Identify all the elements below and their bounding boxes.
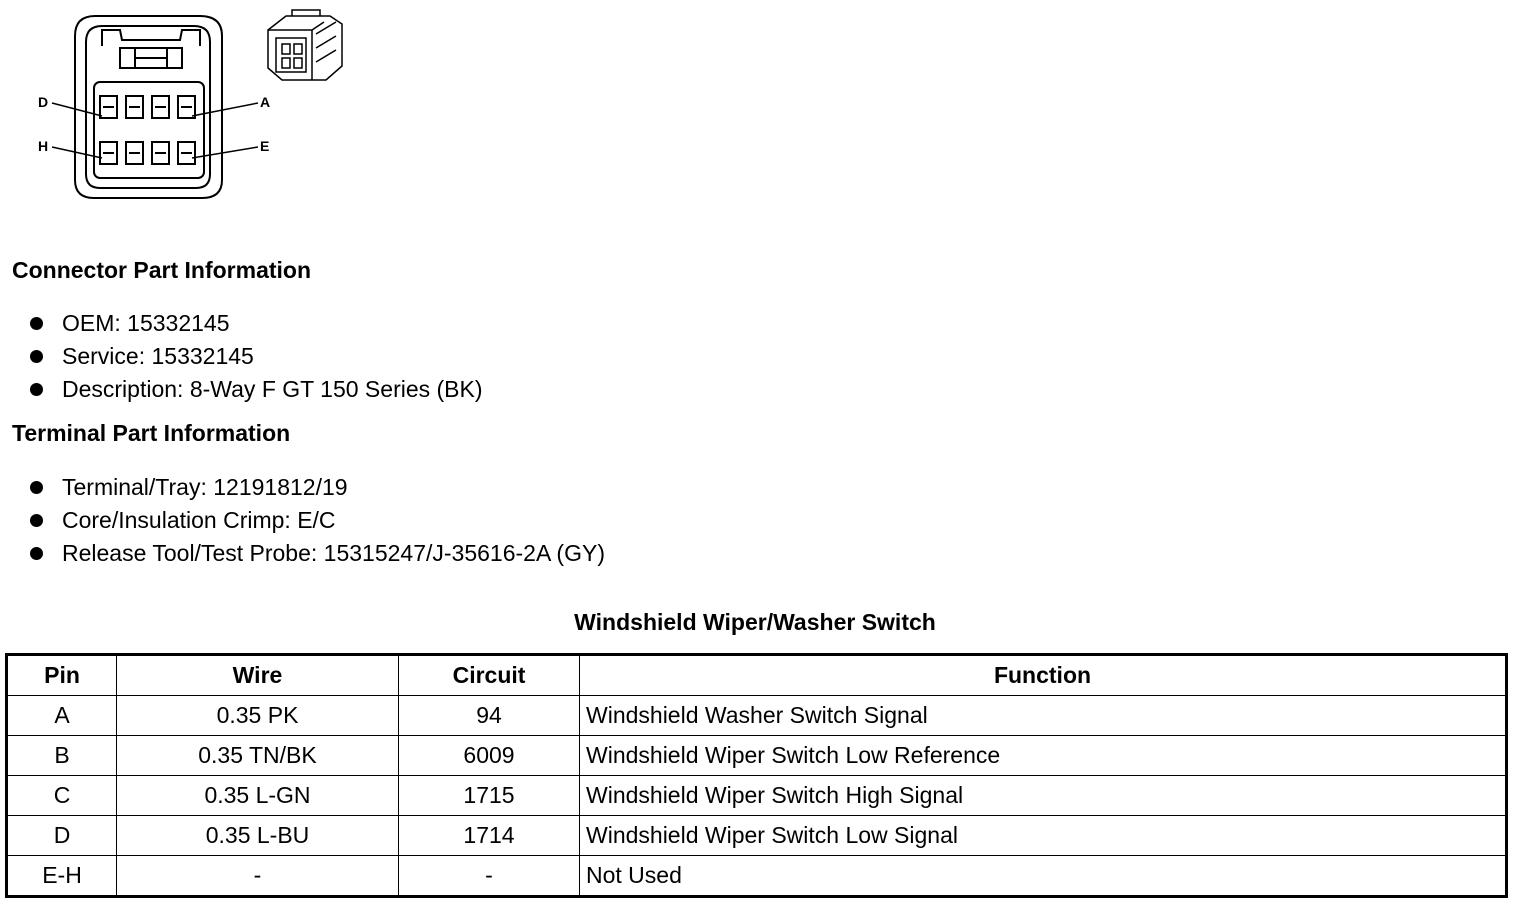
connector-info-heading: Connector Part Information bbox=[12, 257, 312, 283]
column-header-circuit: Circuit bbox=[399, 655, 580, 696]
bullet-icon bbox=[30, 383, 43, 396]
bullet-icon bbox=[30, 481, 43, 494]
bullet-icon bbox=[30, 514, 43, 527]
pin-cell: B bbox=[7, 736, 117, 776]
function-cell: Not Used bbox=[580, 856, 1507, 897]
pin-cell: E-H bbox=[7, 856, 117, 897]
pin-label-e: E bbox=[260, 138, 270, 154]
item-value: 12191812/19 bbox=[213, 474, 348, 500]
list-item bbox=[0, 471, 605, 504]
table-title: Windshield Wiper/Washer Switch bbox=[574, 609, 936, 635]
circuit-cell: 6009 bbox=[399, 736, 580, 776]
wire-cell: - bbox=[117, 856, 399, 897]
table-row bbox=[7, 856, 1507, 897]
list-item bbox=[0, 307, 483, 340]
list-item bbox=[0, 373, 483, 406]
column-header-wire: Wire bbox=[117, 655, 399, 696]
table-row bbox=[7, 696, 1507, 736]
item-value: 15332145 bbox=[151, 343, 254, 369]
pin-cell: C bbox=[7, 776, 117, 816]
wire-cell: 0.35 TN/BK bbox=[117, 736, 399, 776]
item-label: Description : bbox=[62, 376, 190, 402]
bullet-icon bbox=[30, 317, 43, 330]
circuit-cell: 1715 bbox=[399, 776, 580, 816]
pin-cell: A bbox=[7, 696, 117, 736]
function-cell: Windshield Wiper Switch Low Reference bbox=[580, 736, 1507, 776]
list-item bbox=[0, 537, 605, 570]
table-row bbox=[7, 736, 1507, 776]
connector-face-diagram bbox=[30, 8, 360, 208]
pin-label-d: D bbox=[38, 94, 49, 110]
item-label: OEM : bbox=[62, 310, 127, 336]
table-row bbox=[7, 816, 1507, 856]
wire-cell: 0.35 L-GN bbox=[117, 776, 399, 816]
item-value: E/C bbox=[297, 507, 336, 533]
bullet-icon bbox=[30, 350, 43, 363]
list-item bbox=[0, 504, 605, 537]
pin-cell: D bbox=[7, 816, 117, 856]
function-cell: Windshield Wiper Switch Low Signal bbox=[580, 816, 1507, 856]
item-value: 8-Way F GT 150 Series (BK) bbox=[189, 376, 483, 402]
column-header-pin: Pin bbox=[7, 655, 117, 696]
bullet-icon bbox=[30, 547, 43, 560]
function-cell: Windshield Wiper Switch High Signal bbox=[580, 776, 1507, 816]
function-cell: Windshield Washer Switch Signal bbox=[580, 696, 1507, 736]
table-row bbox=[7, 776, 1507, 816]
item-label: Release Tool/Test Probe : bbox=[62, 540, 324, 566]
item-value: 15332145 bbox=[127, 310, 230, 336]
wire-cell: 0.35 PK bbox=[117, 696, 399, 736]
wire-cell: 0.35 L-BU bbox=[117, 816, 399, 856]
connector-isometric-view bbox=[268, 10, 342, 80]
circuit-cell: 94 bbox=[399, 696, 580, 736]
list-item bbox=[0, 340, 483, 373]
terminal-info-heading: Terminal Part Information bbox=[12, 420, 291, 446]
item-label: Core/Insulation Crimp : bbox=[62, 507, 297, 533]
column-header-function: Function bbox=[580, 655, 1507, 696]
item-label: Terminal/Tray : bbox=[62, 474, 213, 500]
circuit-cell: 1714 bbox=[399, 816, 580, 856]
circuit-cell: - bbox=[399, 856, 580, 897]
terminal-info-list bbox=[0, 471, 605, 570]
pin-label-h: H bbox=[38, 138, 49, 154]
pin-label-a: A bbox=[260, 94, 271, 110]
item-label: Service : bbox=[62, 343, 151, 369]
table-header-row bbox=[7, 655, 1507, 696]
connector-info-list bbox=[0, 307, 483, 406]
pinout-table bbox=[5, 653, 1508, 898]
item-value: 15315247/J-35616-2A (GY) bbox=[323, 540, 605, 566]
